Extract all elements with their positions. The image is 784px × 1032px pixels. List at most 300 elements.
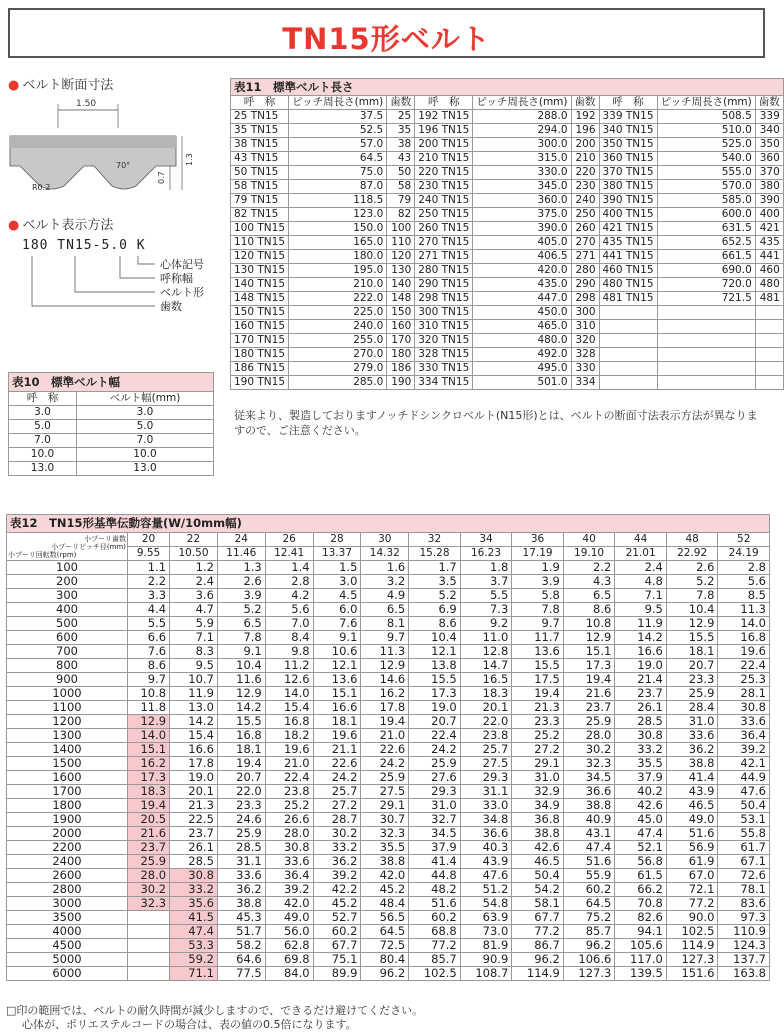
table12-value-cell: 1.7	[409, 561, 461, 575]
table12-value-cell: 67.0	[666, 869, 718, 883]
table10-row	[9, 420, 214, 434]
table11-row	[231, 306, 784, 320]
table12-value-cell: 28.5	[217, 841, 265, 855]
table11-cell: 37.5	[289, 110, 387, 124]
table12-value-cell: 94.1	[615, 925, 667, 939]
table12-rpm-cell: 700	[7, 645, 128, 659]
table12-value-cell: 8.4	[265, 631, 313, 645]
table12-value-cell: 28.0	[265, 827, 313, 841]
table12-value-cell: 54.2	[512, 883, 564, 897]
table11-cell: 140	[387, 278, 415, 292]
table12-value-cell: 42.0	[361, 869, 409, 883]
table11-row	[231, 180, 784, 194]
table12-value-cell: 30.8	[615, 729, 667, 743]
table12-value-cell: 75.1	[313, 953, 361, 967]
table11-cell: 270.0	[289, 348, 387, 362]
table11-cell	[657, 334, 755, 348]
table11-cell: 255.0	[289, 334, 387, 348]
table11-cell: 380 TN15	[599, 180, 657, 194]
table10-caption: 表10 標準ベルト幅	[9, 373, 214, 392]
table11-cell: 271	[571, 250, 599, 264]
table11-caption: 表11 標準ベルト長さ	[231, 79, 784, 96]
table11-cell	[755, 320, 783, 334]
table12-value-cell: 30.7	[361, 813, 409, 827]
table12-value-cell: 18.1	[313, 715, 361, 729]
table11-cell	[657, 320, 755, 334]
table12-value-cell: 77.2	[666, 897, 718, 911]
table11-cell: 210.0	[289, 278, 387, 292]
table12-value-cell: 28.4	[666, 701, 718, 715]
table12-value-cell: 16.6	[615, 645, 667, 659]
table12-value-cell: 8.6	[128, 659, 170, 673]
table12-value-cell: 82.6	[615, 911, 667, 925]
table11-cell: 123.0	[289, 208, 387, 222]
table12-value-cell: 26.1	[170, 841, 218, 855]
table12-value-cell: 47.4	[615, 827, 667, 841]
table12-value-cell: 17.3	[409, 687, 461, 701]
table11-row	[231, 278, 784, 292]
table12-value-cell: 22.6	[361, 743, 409, 757]
table11-cell: 435 TN15	[599, 236, 657, 250]
table12-value-cell: 12.9	[563, 631, 615, 645]
table11-cell	[755, 362, 783, 376]
designation-labels	[160, 258, 204, 314]
table12-value-cell: 6.6	[128, 631, 170, 645]
table11-cell: 421	[755, 222, 783, 236]
table11-cell	[657, 306, 755, 320]
table12-value-cell: 7.3	[460, 603, 512, 617]
table11-cell: 280 TN15	[415, 264, 473, 278]
table12-value-cell: 96.2	[512, 953, 564, 967]
table12-value-cell: 77.2	[409, 939, 461, 953]
table12-value-cell: 12.9	[128, 715, 170, 729]
table12-value-cell: 32.9	[512, 785, 564, 799]
table12-value-cell: 28.5	[615, 715, 667, 729]
table12-rpm-cell: 2800	[7, 883, 128, 897]
table11-cell: 270 TN15	[415, 236, 473, 250]
table11-cell: 43 TN15	[231, 152, 289, 166]
label-type: ベルト形	[160, 286, 204, 299]
table12-rpm-cell: 4500	[7, 939, 128, 953]
table12-row	[7, 785, 770, 799]
table12-value-cell: 33.6	[265, 855, 313, 869]
table11-cell: 225.0	[289, 306, 387, 320]
table12-row	[7, 631, 770, 645]
table12-value-cell: 4.2	[265, 589, 313, 603]
table11-cell	[755, 376, 783, 390]
table12-value-cell: 15.1	[128, 743, 170, 757]
table10-cell: 10.0	[9, 448, 77, 462]
table11-cell: 421 TN15	[599, 222, 657, 236]
table11-cell: 480.0	[473, 334, 571, 348]
table11-cell: 570.0	[657, 180, 755, 194]
table12-value-cell: 25.9	[563, 715, 615, 729]
table11-cell: 315.0	[473, 152, 571, 166]
table12-value-cell: 127.3	[666, 953, 718, 967]
table11-cell: 196	[571, 124, 599, 138]
table12-value-cell: 6.5	[217, 617, 265, 631]
table12-value-cell: 33.2	[170, 883, 218, 897]
table11-cell: 339	[755, 110, 783, 124]
table12-pitch-diameter-header: 24.19	[718, 547, 770, 561]
table12-value-cell: 12.6	[265, 673, 313, 687]
table12-value-cell: 42.6	[615, 799, 667, 813]
table11-row	[231, 138, 784, 152]
table12-value-cell: 21.1	[313, 743, 361, 757]
table11-cell: 100 TN15	[231, 222, 289, 236]
table12-value-cell: 2.4	[170, 575, 218, 589]
table12-value-cell: 5.2	[409, 589, 461, 603]
table12-value-cell: 23.3	[217, 799, 265, 813]
table12-value-cell: 5.8	[512, 589, 564, 603]
table12-note2: 心体が、ポリエステルコードの場合は、表の値の0.5倍になります。	[22, 1018, 357, 1031]
table12-value-cell: 51.6	[563, 855, 615, 869]
table11-cell: 35 TN15	[231, 124, 289, 138]
table12-row	[7, 617, 770, 631]
table12-value-cell: 163.8	[718, 967, 770, 981]
table11-cell: 64.5	[289, 152, 387, 166]
table12-value-cell: 47.4	[170, 925, 218, 939]
table11-cell: 110	[387, 236, 415, 250]
table11-cell	[599, 362, 657, 376]
table12-teeth-header: 40	[563, 533, 615, 547]
table12-value-cell: 11.2	[265, 659, 313, 673]
table12-value-cell: 108.7	[460, 967, 512, 981]
table12-value-cell: 4.5	[313, 589, 361, 603]
table11-cell: 480 TN15	[599, 278, 657, 292]
table12-value-cell: 42.6	[512, 841, 564, 855]
table12-value-cell: 71.1	[170, 967, 218, 981]
table12-rpm-cell: 1100	[7, 701, 128, 715]
table12-pitch-diameter-header: 9.55	[128, 547, 170, 561]
table12-value-cell: 27.2	[313, 799, 361, 813]
table12-value-cell: 20.7	[409, 715, 461, 729]
table11-cell: 350 TN15	[599, 138, 657, 152]
table12-value-cell: 102.5	[666, 925, 718, 939]
table12-value-cell: 38.8	[361, 855, 409, 869]
table12-value-cell: 26.1	[615, 701, 667, 715]
table12-value-cell: 32.3	[563, 757, 615, 771]
table12-value-cell: 15.5	[217, 715, 265, 729]
table12-rpm-cell: 1200	[7, 715, 128, 729]
table11-cell: 25 TN15	[231, 110, 289, 124]
table11-cell: 481	[755, 292, 783, 306]
table11-cell: 661.5	[657, 250, 755, 264]
table11-row	[231, 362, 784, 376]
table11-cell: 450.0	[473, 306, 571, 320]
table12-value-cell: 4.9	[361, 589, 409, 603]
table10-cell: 5.0	[9, 420, 77, 434]
table11-cell: 148	[387, 292, 415, 306]
table12-value-cell: 73.0	[460, 925, 512, 939]
table10-row	[9, 434, 214, 448]
table12-teeth-header: 32	[409, 533, 461, 547]
table11-cell: 441	[755, 250, 783, 264]
table12-rpm-cell: 1900	[7, 813, 128, 827]
table11-row	[231, 320, 784, 334]
table11-cell: 50 TN15	[231, 166, 289, 180]
table12-value-cell: 33.2	[313, 841, 361, 855]
table11-cell	[599, 320, 657, 334]
table12-row	[7, 603, 770, 617]
table10-row	[9, 462, 214, 476]
table11-cell: 38 TN15	[231, 138, 289, 152]
table12-value-cell: 31.0	[666, 715, 718, 729]
table12-value-cell: 4.3	[563, 575, 615, 589]
table12-value-cell: 10.8	[128, 687, 170, 701]
table12-value-cell	[128, 953, 170, 967]
table12-value-cell: 15.5	[409, 673, 461, 687]
table11-cell: 130	[387, 264, 415, 278]
table12-value-cell: 36.8	[512, 813, 564, 827]
table12-value-cell: 69.8	[265, 953, 313, 967]
table12-rpm-cell: 900	[7, 673, 128, 687]
table12-value-cell: 1.3	[217, 561, 265, 575]
table12-value-cell: 2.6	[666, 561, 718, 575]
table10-cell: 3.0	[9, 406, 77, 420]
table12-value-cell: 34.5	[563, 771, 615, 785]
table12-value-cell: 43.9	[666, 785, 718, 799]
table11-cell: 43	[387, 152, 415, 166]
table12-value-cell: 151.6	[666, 967, 718, 981]
table12-value-cell: 44.9	[718, 771, 770, 785]
table11-cell: 58 TN15	[231, 180, 289, 194]
table12-teeth-header: 48	[666, 533, 718, 547]
table12-teeth-header: 26	[265, 533, 313, 547]
table12-value-cell: 13.8	[409, 659, 461, 673]
table12-value-cell: 31.1	[460, 785, 512, 799]
table12-rpm-cell: 100	[7, 561, 128, 575]
table11-cell: 510.0	[657, 124, 755, 138]
bullet-icon: ●	[8, 218, 20, 233]
table12-value-cell: 72.5	[361, 939, 409, 953]
table12-value-cell: 38.8	[666, 757, 718, 771]
table12-value-cell: 5.5	[128, 617, 170, 631]
table12-value-cell: 34.5	[409, 827, 461, 841]
table12-pitch-diameter-header: 12.41	[265, 547, 313, 561]
table12-value-cell: 11.9	[615, 617, 667, 631]
table12-value-cell: 30.8	[265, 841, 313, 855]
table12-teeth-header: 20	[128, 533, 170, 547]
table12-value-cell: 24.2	[361, 757, 409, 771]
table12-value-cell: 14.0	[265, 687, 313, 701]
label-teeth: 歯数	[160, 300, 182, 313]
table11-cell: 405.0	[473, 236, 571, 250]
table12-value-cell: 26.6	[265, 813, 313, 827]
table12-value-cell: 53.3	[170, 939, 218, 953]
table12-value-cell: 66.2	[615, 883, 667, 897]
table12-value-cell: 41.4	[409, 855, 461, 869]
table12-value-cell: 96.2	[563, 939, 615, 953]
table12-teeth-header: 44	[615, 533, 667, 547]
table11-cell: 160	[387, 320, 415, 334]
table11-cell	[755, 334, 783, 348]
table12-value-cell: 20.7	[217, 771, 265, 785]
table12-row	[7, 897, 770, 911]
table11-cell: 120 TN15	[231, 250, 289, 264]
table12-value-cell: 2.2	[563, 561, 615, 575]
table12-row	[7, 589, 770, 603]
table12-value-cell: 27.5	[361, 785, 409, 799]
table12-value-cell: 51.2	[460, 883, 512, 897]
table10-row	[9, 448, 214, 462]
table12-value-cell: 43.9	[460, 855, 512, 869]
table11-cell: 345.0	[473, 180, 571, 194]
table12-value-cell: 30.2	[563, 743, 615, 757]
table12-value-cell	[128, 925, 170, 939]
table12-value-cell: 1.1	[128, 561, 170, 575]
table11-cell: 340 TN15	[599, 124, 657, 138]
table11-cell: 492.0	[473, 348, 571, 362]
table12-value-cell: 21.4	[615, 673, 667, 687]
table12-value-cell: 11.8	[128, 701, 170, 715]
table11-cell	[599, 376, 657, 390]
table11-cell: 190	[387, 376, 415, 390]
table12-row	[7, 925, 770, 939]
table12-power-ratings	[6, 514, 770, 981]
table12-value-cell: 22.4	[718, 659, 770, 673]
table12-value-cell: 83.6	[718, 897, 770, 911]
table11-cell: 210 TN15	[415, 152, 473, 166]
dim-d2: 1.3	[185, 153, 194, 166]
table12-value-cell: 27.5	[460, 757, 512, 771]
table12-value-cell: 33.6	[718, 715, 770, 729]
table12-value-cell: 18.1	[217, 743, 265, 757]
table11-row	[231, 376, 784, 390]
table12-value-cell: 7.6	[128, 645, 170, 659]
table12-value-cell: 139.5	[615, 967, 667, 981]
table12-rpm-cell: 4000	[7, 925, 128, 939]
table12-value-cell: 6.5	[361, 603, 409, 617]
table12-value-cell: 25.3	[718, 673, 770, 687]
designation-example: 180 TN15-5.0 K	[22, 238, 146, 253]
table12-value-cell: 10.6	[313, 645, 361, 659]
table12-value-cell: 23.8	[265, 785, 313, 799]
table12-value-cell: 47.4	[563, 841, 615, 855]
table12-value-cell: 39.2	[265, 883, 313, 897]
table12-value-cell: 23.8	[460, 729, 512, 743]
table10-header: 呼 称	[9, 392, 77, 406]
table12-value-cell: 22.4	[265, 771, 313, 785]
table12-value-cell: 14.2	[217, 701, 265, 715]
table11-cell: 240.0	[289, 320, 387, 334]
table12-value-cell: 25.9	[361, 771, 409, 785]
table12-value-cell: 46.5	[666, 799, 718, 813]
table12-value-cell: 33.2	[615, 743, 667, 757]
table11-cell: 180	[387, 348, 415, 362]
bullet-icon: ●	[8, 78, 20, 93]
table11-cell: 481 TN15	[599, 292, 657, 306]
table11-cell: 721.5	[657, 292, 755, 306]
table12-value-cell: 21.0	[361, 729, 409, 743]
table12-value-cell: 85.7	[409, 953, 461, 967]
table11-cell: 57.0	[289, 138, 387, 152]
table11-cell: 148 TN15	[231, 292, 289, 306]
table11-row	[231, 152, 784, 166]
table12-value-cell: 3.3	[128, 589, 170, 603]
table12-value-cell: 62.8	[265, 939, 313, 953]
table12-value-cell: 19.0	[615, 659, 667, 673]
table11-cell	[755, 348, 783, 362]
table11-cell: 130 TN15	[231, 264, 289, 278]
table12-value-cell: 7.8	[512, 603, 564, 617]
table11-cell: 230 TN15	[415, 180, 473, 194]
table12-value-cell: 17.8	[170, 757, 218, 771]
table11-header: ピッチ周長さ(mm)	[473, 96, 571, 110]
table12-value-cell: 8.1	[361, 617, 409, 631]
table12-value-cell: 54.8	[460, 897, 512, 911]
table12-teeth-header: 24	[217, 533, 265, 547]
table12-value-cell: 21.6	[128, 827, 170, 841]
table11-cell: 279.0	[289, 362, 387, 376]
table12-row	[7, 743, 770, 757]
table12-value-cell: 9.1	[217, 645, 265, 659]
table12-value-cell: 6.5	[563, 589, 615, 603]
table12-value-cell: 29.1	[512, 757, 564, 771]
table12-row	[7, 729, 770, 743]
table12-value-cell: 1.2	[170, 561, 218, 575]
table12-row	[7, 687, 770, 701]
table12-value-cell: 60.2	[563, 883, 615, 897]
table12-caption: 表12 TN15形基準伝動容量(W/10mm幅)	[7, 515, 770, 533]
table12-value-cell: 30.8	[170, 869, 218, 883]
table12-value-cell: 49.0	[265, 911, 313, 925]
table12-value-cell: 17.3	[563, 659, 615, 673]
table11-cell	[657, 376, 755, 390]
table12-value-cell: 20.1	[170, 785, 218, 799]
table12-value-cell: 8.5	[718, 589, 770, 603]
table12-value-cell: 22.6	[313, 757, 361, 771]
table10-row	[9, 406, 214, 420]
table12-value-cell: 14.0	[128, 729, 170, 743]
table11-cell: 220	[571, 166, 599, 180]
table12-value-cell: 20.7	[666, 659, 718, 673]
table12-value-cell: 13.6	[512, 645, 564, 659]
table12-value-cell: 53.1	[718, 813, 770, 827]
table11-row	[231, 264, 784, 278]
table12-rpm-cell: 2400	[7, 855, 128, 869]
table12-value-cell: 56.8	[615, 855, 667, 869]
table12-value-cell: 25.9	[666, 687, 718, 701]
table12-value-cell: 15.1	[313, 687, 361, 701]
table11-cell: 330.0	[473, 166, 571, 180]
table11-cell: 288.0	[473, 110, 571, 124]
table12-value-cell: 61.7	[718, 841, 770, 855]
table12-value-cell: 42.1	[718, 757, 770, 771]
table12-value-cell: 8.6	[563, 603, 615, 617]
table11-cell: 250	[571, 208, 599, 222]
table12-value-cell: 5.6	[265, 603, 313, 617]
table12-value-cell: 64.5	[563, 897, 615, 911]
table12-value-cell: 4.8	[615, 575, 667, 589]
table12-rpm-cell: 1000	[7, 687, 128, 701]
table12-value-cell: 46.5	[512, 855, 564, 869]
table11-cell: 360.0	[473, 194, 571, 208]
table12-value-cell: 56.0	[265, 925, 313, 939]
table12-value-cell: 29.3	[409, 785, 461, 799]
table12-value-cell: 114.9	[666, 939, 718, 953]
table12-value-cell: 84.0	[265, 967, 313, 981]
table11-cell	[599, 334, 657, 348]
table12-value-cell: 9.1	[313, 631, 361, 645]
table12-value-cell: 30.8	[718, 701, 770, 715]
table12-value-cell: 32.3	[128, 897, 170, 911]
table12-value-cell: 52.1	[615, 841, 667, 855]
table12-value-cell: 44.8	[409, 869, 461, 883]
table12-value-cell: 7.0	[265, 617, 313, 631]
table12-value-cell: 37.9	[615, 771, 667, 785]
table12-pitch-diameter-header: 10.50	[170, 547, 218, 561]
